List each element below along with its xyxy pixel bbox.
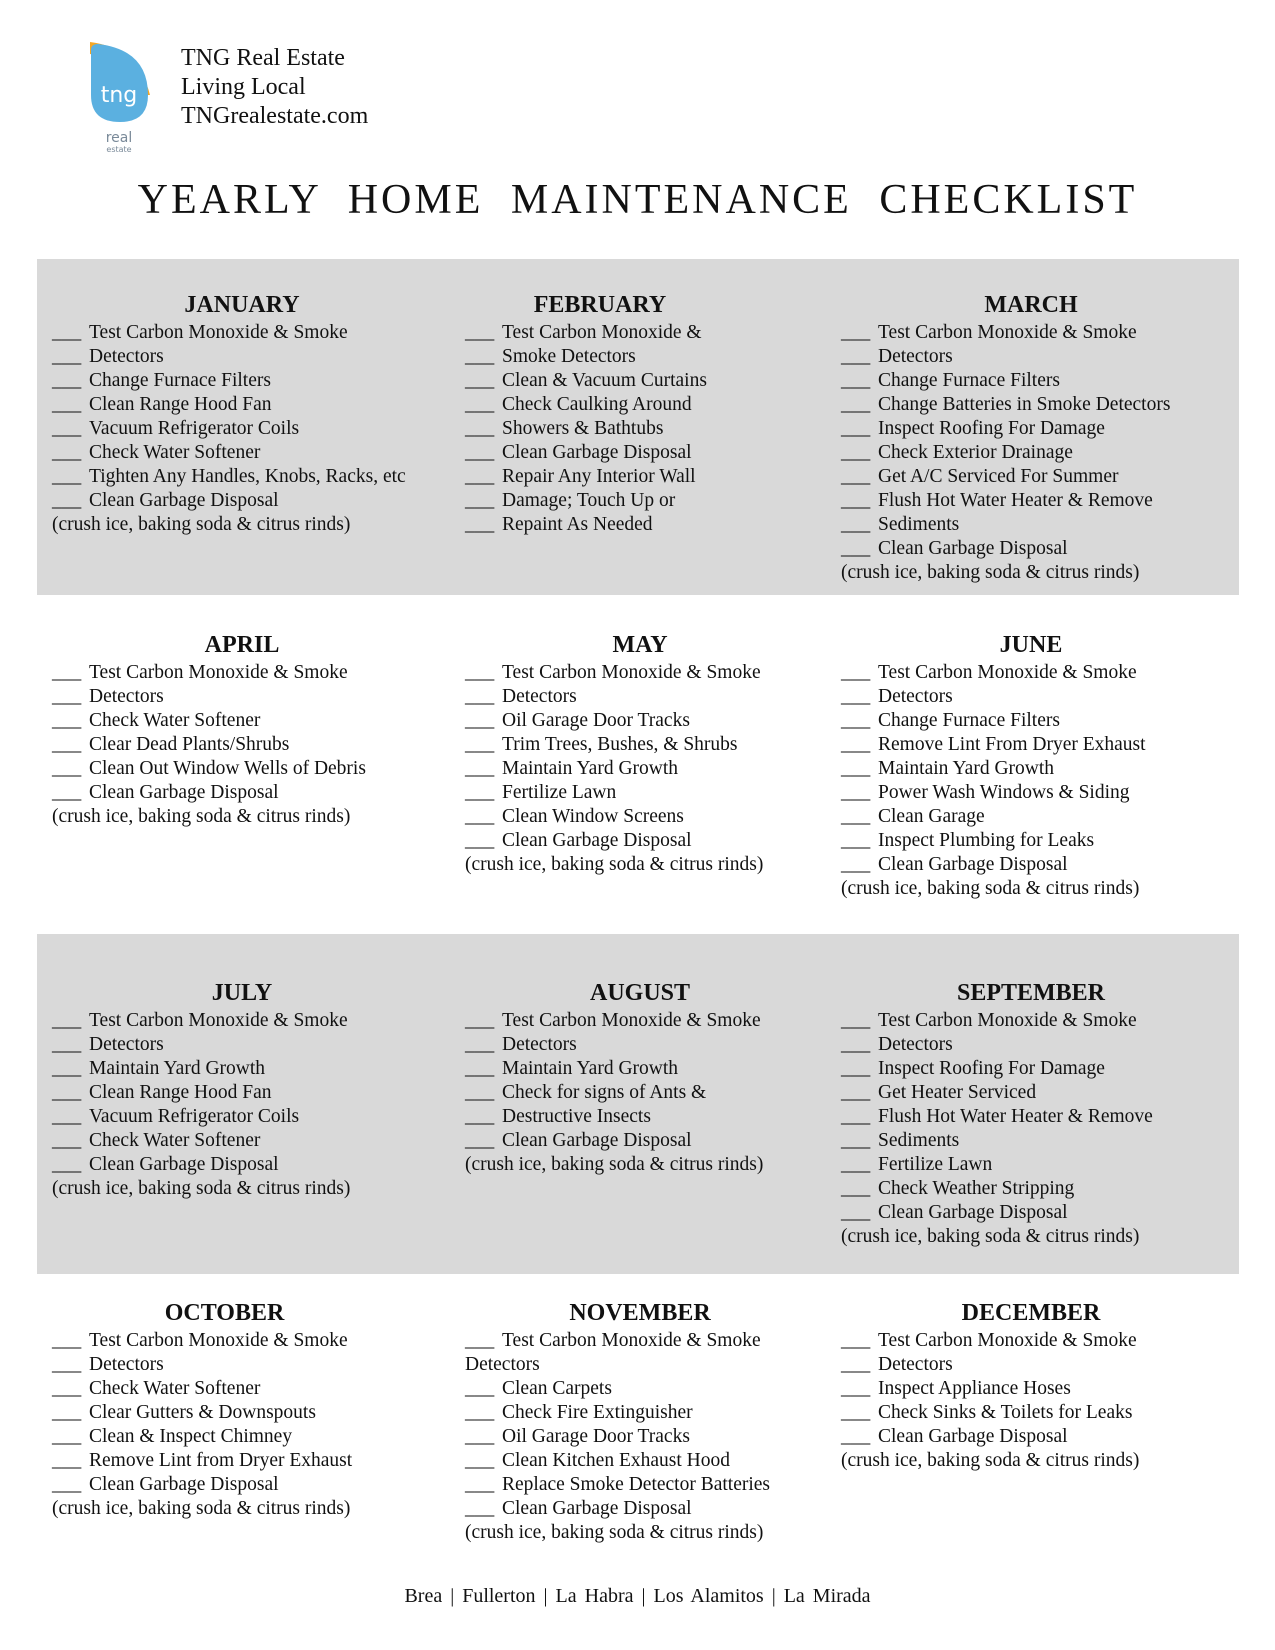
disposal-note: (crush ice, baking soda & citrus rinds) bbox=[52, 514, 351, 535]
checklist-item: ___ Clean Garbage Disposal bbox=[52, 1473, 492, 1497]
checklist-item-continued: ___ Detectors bbox=[841, 1033, 1241, 1057]
disposal-note: (crush ice, baking soda & citrus rinds) bbox=[841, 1226, 1140, 1247]
month-heading: MARCH bbox=[984, 292, 1078, 318]
checklist-item: ___ Change Furnace Filters bbox=[841, 709, 1241, 733]
month-may bbox=[465, 632, 845, 877]
checklist-item: ___ Test Carbon Monoxide & Smoke bbox=[841, 1009, 1241, 1033]
month-march bbox=[841, 292, 1241, 585]
month-heading: MAY bbox=[612, 632, 668, 658]
checklist-item: ___ Clean Range Hood Fan bbox=[52, 393, 492, 417]
checklist-item: ___ Flush Hot Water Heater & Remove bbox=[841, 489, 1241, 513]
checklist-item-continued: ___ Sediments bbox=[841, 1129, 1241, 1153]
checklist-item: ___ Check Water Softener bbox=[52, 1377, 492, 1401]
checklist-item: ___ Flush Hot Water Heater & Remove bbox=[841, 1105, 1241, 1129]
month-heading: JUNE bbox=[999, 632, 1063, 658]
checklist-item: ___ Clear Gutters & Downspouts bbox=[52, 1401, 492, 1425]
checklist-item: ___ Test Carbon Monoxide & Smoke bbox=[52, 1329, 492, 1353]
header bbox=[88, 40, 488, 160]
checklist-item: ___ Clean Garbage Disposal bbox=[465, 1497, 845, 1521]
disposal-note: (crush ice, baking soda & citrus rinds) bbox=[465, 1154, 764, 1175]
checklist-item-continued: ___ Detectors bbox=[52, 1033, 492, 1057]
checklist-item: ___ Clean Garbage Disposal bbox=[52, 1153, 492, 1177]
checklist-item-continued: ___ Detectors bbox=[465, 685, 845, 709]
checklist-item: ___ Vacuum Refrigerator Coils bbox=[52, 1105, 492, 1129]
checklist-item: ___ Check Fire Extinguisher bbox=[465, 1401, 845, 1425]
month-heading: FEBRUARY bbox=[533, 292, 667, 318]
checklist-item: ___ Trim Trees, Bushes, & Shrubs bbox=[465, 733, 845, 757]
checklist-item: ___ Change Batteries in Smoke Detectors bbox=[841, 393, 1241, 417]
checklist-item-continued: ___ Detectors bbox=[841, 1353, 1241, 1377]
checklist-item: ___ Test Carbon Monoxide & Smoke bbox=[52, 661, 492, 685]
checklist-item-continued: ___ Detectors bbox=[841, 685, 1241, 709]
checklist-item: ___ Clean Window Screens bbox=[465, 805, 845, 829]
checklist-item: ___ Clean Kitchen Exhaust Hood bbox=[465, 1449, 845, 1473]
checklist-item: ___ Clean & Vacuum Curtains bbox=[465, 369, 845, 393]
month-february bbox=[465, 292, 845, 537]
month-heading: SEPTEMBER bbox=[956, 980, 1106, 1006]
checklist-item: ___ Inspect Roofing For Damage bbox=[841, 1057, 1241, 1081]
checklist-item: ___ Test Carbon Monoxide & Smoke bbox=[52, 1009, 492, 1033]
checklist-item: ___ Check Weather Stripping bbox=[841, 1177, 1241, 1201]
disposal-note: (crush ice, baking soda & citrus rinds) bbox=[841, 878, 1140, 899]
checklist-item: ___ Clean Garbage Disposal bbox=[841, 1425, 1241, 1449]
checklist-item: ___ Tighten Any Handles, Knobs, Racks, etc bbox=[52, 465, 492, 489]
checklist-item: ___ Test Carbon Monoxide & Smoke bbox=[465, 1329, 845, 1353]
disposal-note: (crush ice, baking soda & citrus rinds) bbox=[52, 806, 351, 827]
month-heading: APRIL bbox=[204, 632, 280, 658]
checklist-item: ___ Maintain Yard Growth bbox=[52, 1057, 492, 1081]
tng-logo-icon bbox=[88, 40, 168, 160]
checklist-item: ___ Test Carbon Monoxide & Smoke bbox=[465, 661, 845, 685]
checklist-item: ___ Get Heater Serviced bbox=[841, 1081, 1241, 1105]
month-december bbox=[841, 1300, 1241, 1473]
month-heading: OCTOBER bbox=[164, 1300, 285, 1326]
checklist-item: ___ Test Carbon Monoxide & Smoke bbox=[841, 321, 1241, 345]
checklist-item: ___ Check Sinks & Toilets for Leaks bbox=[841, 1401, 1241, 1425]
checklist-item: ___ Maintain Yard Growth bbox=[841, 757, 1241, 781]
checklist-item: ___ Power Wash Windows & Siding bbox=[841, 781, 1241, 805]
checklist-item: ___ Check Exterior Drainage bbox=[841, 441, 1241, 465]
month-january bbox=[52, 292, 492, 537]
checklist-item: ___ Clean & Inspect Chimney bbox=[52, 1425, 492, 1449]
checklist-item: ___ Fertilize Lawn bbox=[465, 781, 845, 805]
checklist-item: ___ Test Carbon Monoxide & bbox=[465, 321, 845, 345]
checklist-item: ___ Clean Garbage Disposal bbox=[465, 441, 845, 465]
brand-website: TNGrealestate.com bbox=[181, 103, 369, 129]
logo-text: tng bbox=[100, 83, 138, 108]
checklist-item-continued: ___ Detectors bbox=[52, 1353, 492, 1377]
checklist-item-continued: ___ Showers & Bathtubs bbox=[465, 417, 845, 441]
disposal-note: (crush ice, baking soda & citrus rinds) bbox=[465, 1522, 764, 1543]
checklist-item-continued: ___ Sediments bbox=[841, 513, 1241, 537]
checklist-item: ___ Test Carbon Monoxide & Smoke bbox=[52, 321, 492, 345]
checklist-item: ___ Clean Garbage Disposal bbox=[52, 489, 492, 513]
checklist-item: ___ Clean Garbage Disposal bbox=[841, 1201, 1241, 1225]
checklist-item-continued: ___ Smoke Detectors bbox=[465, 345, 845, 369]
checklist-item: ___ Clean Garbage Disposal bbox=[465, 1129, 845, 1153]
month-heading: JULY bbox=[211, 980, 273, 1006]
checklist-item-continued: ___ Destructive Insects bbox=[465, 1105, 845, 1129]
checklist-item: ___ Check Water Softener bbox=[52, 709, 492, 733]
month-heading: AUGUST bbox=[589, 980, 691, 1006]
checklist-item: ___ Clean Carpets bbox=[465, 1377, 845, 1401]
month-august bbox=[465, 980, 845, 1177]
checklist-item: ___ Check for signs of Ants & bbox=[465, 1081, 845, 1105]
month-november bbox=[465, 1300, 845, 1545]
checklist-item: ___ Change Furnace Filters bbox=[52, 369, 492, 393]
checklist-item: ___ Clean Garbage Disposal bbox=[841, 537, 1241, 561]
brand-tagline: Living Local bbox=[181, 74, 306, 100]
checklist-item: ___ Clear Dead Plants/Shrubs bbox=[52, 733, 492, 757]
checklist-item-continued: ___ Damage; Touch Up or bbox=[465, 489, 845, 513]
checklist-item: ___ Remove Lint from Dryer Exhaust bbox=[52, 1449, 492, 1473]
checklist-item: ___ Clean Garbage Disposal bbox=[465, 829, 845, 853]
checklist-item: ___ Vacuum Refrigerator Coils bbox=[52, 417, 492, 441]
checklist-item-continued: ___ Repaint As Needed bbox=[465, 513, 845, 537]
page-title: YEARLY HOME MAINTENANCE CHECKLIST bbox=[137, 177, 1138, 223]
month-heading: DECEMBER bbox=[961, 1300, 1101, 1326]
brand-block bbox=[181, 44, 368, 131]
checklist-item: ___ Oil Garage Door Tracks bbox=[465, 1425, 845, 1449]
disposal-note: (crush ice, baking soda & citrus rinds) bbox=[465, 854, 764, 875]
month-heading: JANUARY bbox=[184, 292, 300, 318]
checklist-item: ___ Clean Out Window Wells of Debris bbox=[52, 757, 492, 781]
disposal-note: (crush ice, baking soda & citrus rinds) bbox=[52, 1498, 351, 1519]
checklist-item-continued: ___ Detectors bbox=[465, 1033, 845, 1057]
disposal-note: (crush ice, baking soda & citrus rinds) bbox=[52, 1178, 351, 1199]
footer-locations: Brea | Fullerton | La Habra | Los Alamitos | La Mirada bbox=[404, 1585, 871, 1607]
checklist-item: ___ Fertilize Lawn bbox=[841, 1153, 1241, 1177]
checklist-item: ___ Get A/C Serviced For Summer bbox=[841, 465, 1241, 489]
checklist-item: ___ Test Carbon Monoxide & Smoke bbox=[841, 661, 1241, 685]
month-june bbox=[841, 632, 1241, 901]
checklist-item: ___ Maintain Yard Growth bbox=[465, 1057, 845, 1081]
checklist-item: ___ Replace Smoke Detector Batteries bbox=[465, 1473, 845, 1497]
checklist-item-continued: ___ Detectors bbox=[52, 685, 492, 709]
logo-sub2: estate bbox=[106, 145, 132, 154]
checklist-item: ___ Maintain Yard Growth bbox=[465, 757, 845, 781]
checklist-item-continued: Detectors bbox=[465, 1354, 540, 1375]
checklist-item: ___ Test Carbon Monoxide & Smoke bbox=[841, 1329, 1241, 1353]
checklist-item: ___ Clean Garbage Disposal bbox=[52, 781, 492, 805]
checklist-item: ___ Change Furnace Filters bbox=[841, 369, 1241, 393]
month-heading: NOVEMBER bbox=[569, 1300, 711, 1326]
checklist-item: ___ Inspect Roofing For Damage bbox=[841, 417, 1241, 441]
checklist-item: ___ Check Water Softener bbox=[52, 1129, 492, 1153]
checklist-item: ___ Clean Garage bbox=[841, 805, 1241, 829]
checklist-item: ___ Check Caulking Around bbox=[465, 393, 845, 417]
disposal-note: (crush ice, baking soda & citrus rinds) bbox=[841, 562, 1140, 583]
checklist-item: ___ Inspect Plumbing for Leaks bbox=[841, 829, 1241, 853]
checklist-item: ___ Test Carbon Monoxide & Smoke bbox=[465, 1009, 845, 1033]
disposal-note: (crush ice, baking soda & citrus rinds) bbox=[841, 1450, 1140, 1471]
checklist-item: ___ Remove Lint From Dryer Exhaust bbox=[841, 733, 1241, 757]
checklist-item: ___ Check Water Softener bbox=[52, 441, 492, 465]
month-april bbox=[52, 632, 492, 829]
month-october bbox=[52, 1300, 492, 1521]
checklist-item-continued: ___ Detectors bbox=[52, 345, 492, 369]
logo-sub: real bbox=[105, 130, 133, 146]
checklist-item-continued: ___ Detectors bbox=[841, 345, 1241, 369]
brand-name: TNG Real Estate bbox=[181, 45, 345, 71]
checklist-item: ___ Clean Range Hood Fan bbox=[52, 1081, 492, 1105]
checklist-item: ___ Clean Garbage Disposal bbox=[841, 853, 1241, 877]
checklist-item: ___ Oil Garage Door Tracks bbox=[465, 709, 845, 733]
month-july bbox=[52, 980, 492, 1201]
checklist-item: ___ Repair Any Interior Wall bbox=[465, 465, 845, 489]
checklist-item: ___ Inspect Appliance Hoses bbox=[841, 1377, 1241, 1401]
month-september bbox=[841, 980, 1241, 1249]
